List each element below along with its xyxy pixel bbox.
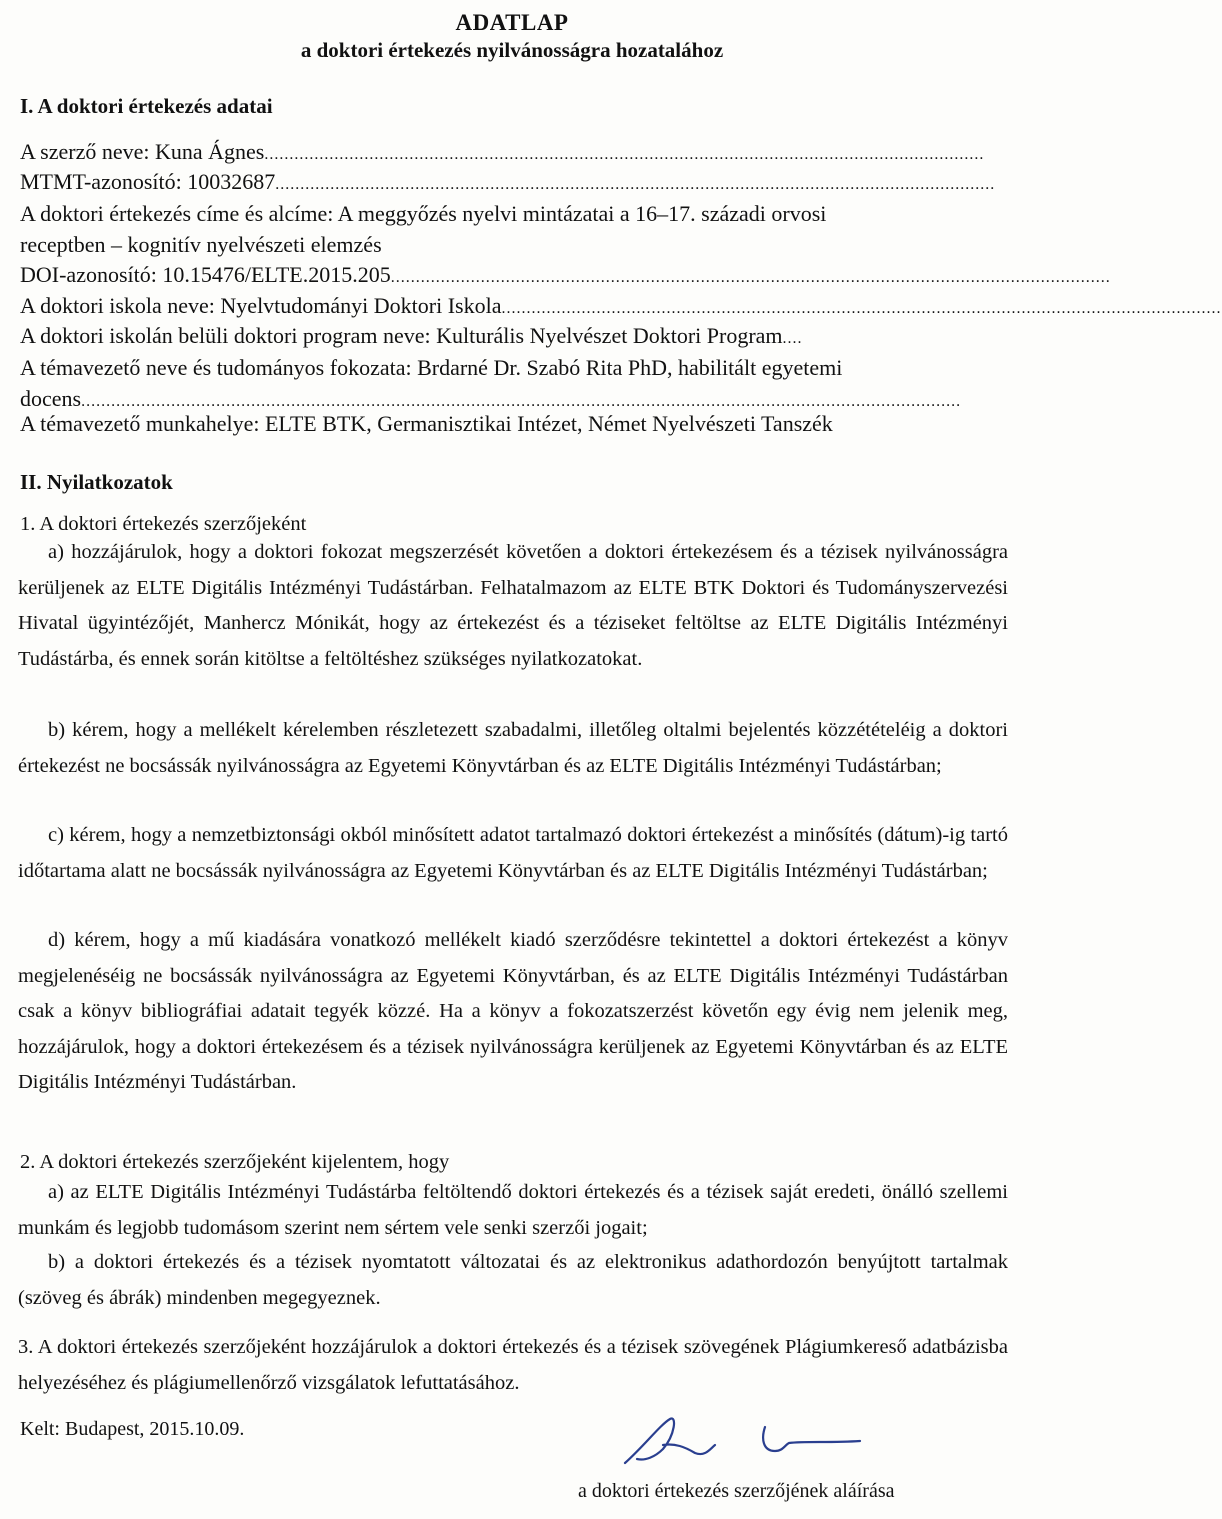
dot-leader: ................................................................................................................................................ [390, 269, 1111, 286]
section2-heading: II. Nyilatkozatok [20, 470, 173, 494]
school-text: A doktori iskola neve: Nyelvtudományi Doktori Iskola [20, 293, 502, 318]
dot-leader: ................................................................................................................................................ [264, 146, 985, 163]
doc-subtitle: a doktori értekezés nyilvánosságra hozatalához [300, 38, 724, 62]
signature-scribble [615, 1405, 875, 1475]
program-text: A doktori iskolán belüli doktori program neve: Kulturális Nyelvészet Doktori Program [20, 323, 783, 348]
decl-2a: a) az ELTE Digitális Intézményi Tudástárba feltöltendő doktori értekezés és a tézisek saját eredeti, önálló szellemi munkám és legjobb tudomásom szerint nem sértem vele senki szerzői jogait; [18, 1181, 1008, 1239]
supervisor-text2: docens [20, 386, 82, 411]
doi-text: DOI-azonosító: 10.15476/ELTE.2015.205 [20, 262, 391, 287]
decl-1-intro: 1. A doktori értekezés szerzőjeként [20, 513, 307, 535]
dot-leader: ................................................................................................................................................ [501, 300, 1222, 317]
decl-1c: c) kérem, hogy a nemzetbiztonsági okból minősített adatot tartalmazó doktori értekezést a minősítés (dátum)-ig tartó időtartama alatt ne bocsássák nyilvánosságra az Egyetemi Könyvtárban és az ELTE Digitális Intézményi Tudástárban; [18, 824, 1008, 882]
mtmt-text: MTMT-azonosító: 10032687 [20, 169, 276, 194]
mtmt-line [20, 168, 996, 196]
decl-1d: d) kérem, hogy a mű kiadására vonatkozó mellékelt kiadó szerződésre tekintettel a doktori értekezést a könyv megjelenéséig ne bocsássák nyilvánosságra az Egyetemi Könyvtárban, és az ELTE Digitális Intézményi Tudástárban csak a könyv bibliográfiai adatait tegyék közzé. Ha a könyv a fokozatszerzést követőn egy évig nem jelenik meg, hozzájárulok, hogy a doktori értekezésem és a tézisek nyilvánosságra kerüljenek az Egyetemi Könyvtárban és az ELTE Digitális Intézményi Tudástárban. [18, 929, 1008, 1093]
thesis-title-line2: receptben – kognitív nyelvészeti elemzés [20, 232, 382, 257]
doi-line [20, 261, 1111, 289]
supervisor-line1: A témavezető neve és tudományos fokozata: Brdarné Dr. Szabó Rita PhD, habilitált egyetemi [20, 355, 843, 380]
school-line [20, 292, 1222, 320]
workplace-line: A témavezető munkahelye: ELTE BTK, Germanisztikai Intézet, Német Nyelvészeti Tanszék [20, 411, 833, 436]
signature-caption: a doktori értekezés szerzőjének aláírása [578, 1480, 895, 1502]
decl-2b: b) a doktori értekezés és a tézisek nyomtatott változatai és az elektronikus adathordozón benyújtott tartalmak (szöveg és ábrák) mindenben megegyeznek. [18, 1251, 1008, 1309]
decl-1a: a) hozzájárulok, hogy a doktori fokozat megszerzését követően a doktori értekezésem és a tézisek nyilvánosságra kerüljenek az ELTE Digitális Intézményi Tudástárban. Felhatalmazom az ELTE BTK Doktori és Tudományszervezési Hivatal ügyintézőjét, Manhercz Mónikát, hogy az értekezést és a téziseket feltöltse az ELTE Digitális Intézményi Tudástárba, és ennek során kitöltse a feltöltéshez szükséges nyilatkozatokat. [18, 541, 1008, 670]
supervisor-line2 [20, 385, 985, 413]
doc-title: ADATLAP [455, 10, 569, 35]
thesis-title-line1: A doktori értekezés címe és alcíme: A meggyőzés nyelvi mintázatai a 16–17. századi orvosi [20, 201, 827, 226]
author-text: A szerző neve: Kuna Ágnes [20, 139, 265, 164]
date-place: Kelt: Budapest, 2015.10.09. [20, 1418, 245, 1440]
decl-1b: b) kérem, hogy a mellékelt kérelemben részletezett szabadalmi, illetőleg oltalmi bejelentés közzétételéig a doktori értekezést ne bocsássák nyilvánosságra az Egyetemi Könyvtárban és az ELTE Digitális Intézményi Tudástárban; [18, 719, 1008, 777]
dot-leader: .... [782, 330, 803, 347]
decl-3: 3. A doktori értekezés szerzőjeként hozzájárulok a doktori értekezés és a tézisek szövegének Plágiumkereső adatbázisba helyezéséhez és plágiumellenőrző vizsgálatok lefuttatásához. [18, 1336, 1008, 1394]
program-line [20, 322, 985, 350]
decl-2-intro: 2. A doktori értekezés szerzőjeként kijelentem, hogy [20, 1151, 450, 1173]
section1-heading: I. A doktori értekezés adatai [20, 94, 273, 118]
dot-leader: ................................................................................................................................................ [275, 176, 996, 193]
author-line [20, 138, 985, 166]
dot-leader: ................................................................................................................................................................................ [81, 393, 962, 410]
